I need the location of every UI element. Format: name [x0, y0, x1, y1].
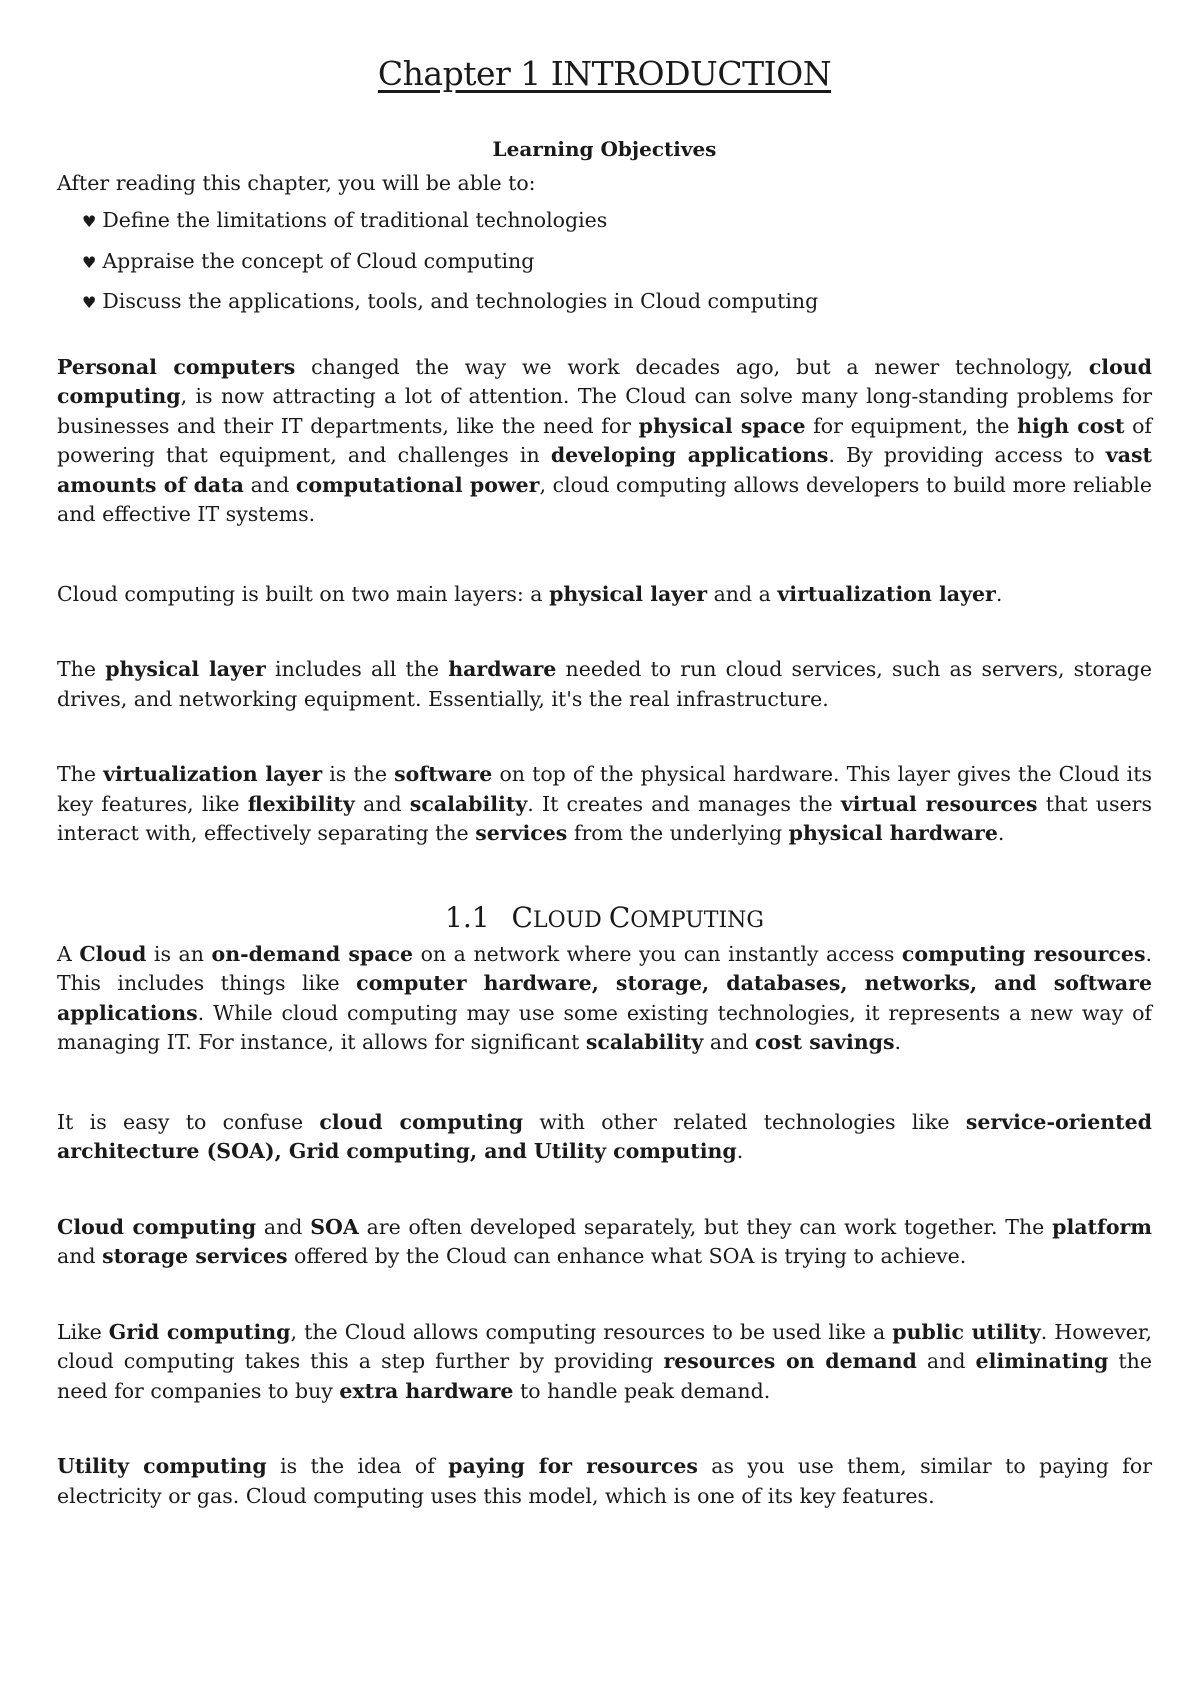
- heart-bullet-icon: ♥: [82, 293, 97, 313]
- paragraph-grid-computing: Like Grid computing, the Cloud allows computing resources to be used like a public utility. However, cloud computing takes this a step further by providing resources on demand and eliminating the need for companies to buy extra hardware to handle peak demand.: [57, 1319, 1152, 1403]
- bold-term: physical hardware: [788, 821, 998, 846]
- bold-term: high cost: [1017, 413, 1125, 438]
- paragraph-physical-layer: The physical layer includes all the hardware needed to run cloud services, such as servers, storage drives, and networking equipment. Essentially, it's the real infrastructure.: [57, 657, 1153, 711]
- bold-term: computing resources: [901, 941, 1146, 966]
- paragraph-confuse: It is easy to confuse cloud computing with other related technologies like service-oriented architecture (SOA), Grid computing, and Utility computing.: [57, 1109, 1153, 1164]
- bold-term: resources on demand: [663, 1349, 917, 1374]
- heart-bullet-icon: ♥: [82, 212, 97, 231]
- bold-term: Cloud computing: [57, 1214, 257, 1239]
- bold-term: extra hardware: [339, 1378, 514, 1403]
- bold-term: computational power: [295, 472, 540, 497]
- paragraph-cloud-definition: A Cloud is an on-demand space on a network where you can instantly access computing resources. This includes things like computer hardware, storage, databases, networks, and software applications. While cloud computing may use some existing technologies, it represents a new way of managing IT. For instance, it allows for significant scalability and cost savings.: [57, 941, 1153, 1055]
- objective-text: Appraise the concept of Cloud computing: [102, 248, 535, 273]
- bold-term: physical space: [638, 413, 806, 438]
- bold-term: public utility: [892, 1319, 1041, 1344]
- section-heading-cloud-computing: 1.1 CLOUD COMPUTING: [445, 900, 764, 934]
- bold-term: Personal computers: [57, 354, 296, 379]
- paragraph-utility-computing: Utility computing is the idea of paying for resources as you use them, similar to paying for electricity or gas. Cloud computing uses this model, which is one of its key features.: [57, 1454, 1152, 1508]
- bold-term: developing applications: [550, 443, 829, 468]
- bold-term: scalability: [585, 1030, 704, 1055]
- bold-term: eliminating: [975, 1349, 1109, 1374]
- bold-term: cloud computing: [57, 354, 1152, 409]
- bold-term: Grid computing: [108, 1319, 291, 1344]
- bold-term: physical layer: [105, 657, 266, 682]
- bold-term: software: [394, 762, 493, 787]
- objectives-list: [57, 207, 1152, 315]
- objective-item: [82, 248, 1152, 275]
- bold-term: SOA: [310, 1214, 359, 1239]
- bold-term: Cloud: [79, 941, 147, 966]
- paragraph-two-layers: Cloud computing is built on two main layers: a physical layer and a virtualization layer.: [57, 581, 1003, 606]
- bold-term: cloud computing: [319, 1109, 524, 1134]
- paragraph-virtualization-layer: The virtualization layer is the software on top of the physical hardware. This layer gives the Cloud its key features, like flexibility and scalability. It creates and manages the virtual resources that users interact with, effectively separating the services from the underlying physical hardware.: [57, 762, 1152, 846]
- paragraph-soa: Cloud computing and SOA are often developed separately, but they can work together. The platform and storage services offered by the Cloud can enhance what SOA is trying to achieve.: [57, 1214, 1152, 1269]
- bold-term: service-oriented architecture (SOA), Grid computing, and Utility computing: [57, 1109, 1153, 1164]
- bold-term: virtualization layer: [777, 581, 996, 606]
- bold-term: paying for resources: [448, 1454, 698, 1479]
- bold-term: Utility computing: [57, 1454, 267, 1479]
- bold-term: hardware: [448, 657, 557, 682]
- paragraph-personal-computers: Personal computers changed the way we work decades ago, but a newer technology, cloud computing, is now attracting a lot of attention. The Cloud can solve many long-standing problems for businesses and their IT departments, like the need for physical space for equipment, the high cost of powering that equipment, and challenges in developing applications. By providing access to vast amounts of data and computational power, cloud computing allows developers to build more reliable and effective IT systems.: [57, 354, 1152, 527]
- bold-term: flexibility: [247, 791, 355, 816]
- bold-term: platform: [1052, 1214, 1152, 1239]
- bold-term: cost savings: [754, 1030, 895, 1055]
- bold-term: scalability: [409, 791, 528, 816]
- bold-term: physical layer: [549, 581, 708, 606]
- objective-text: Discuss the applications, tools, and technologies in Cloud computing: [102, 289, 819, 314]
- learning-objectives-heading: Learning Objectives: [492, 137, 717, 161]
- bold-term: vast amounts of data: [57, 443, 1152, 497]
- objective-item: [82, 288, 1152, 315]
- bold-term: on-demand space: [211, 941, 414, 966]
- objectives-intro: After reading this chapter, you will be able to:: [57, 171, 536, 195]
- bold-term: computer hardware, storage, databases, networks, and software applications: [57, 971, 1152, 1025]
- heart-bullet-icon: ♥: [82, 252, 97, 272]
- bold-term: storage services: [102, 1244, 288, 1269]
- objective-item: [82, 207, 1152, 234]
- chapter-title: Chapter 1 INTRODUCTION: [377, 54, 832, 93]
- section-number: 1.1: [445, 900, 490, 934]
- bold-term: virtual resources: [840, 791, 1038, 816]
- objective-text: Define the limitations of traditional technologies: [102, 208, 608, 232]
- bold-term: services: [475, 821, 568, 846]
- bold-term: virtualization layer: [103, 762, 323, 787]
